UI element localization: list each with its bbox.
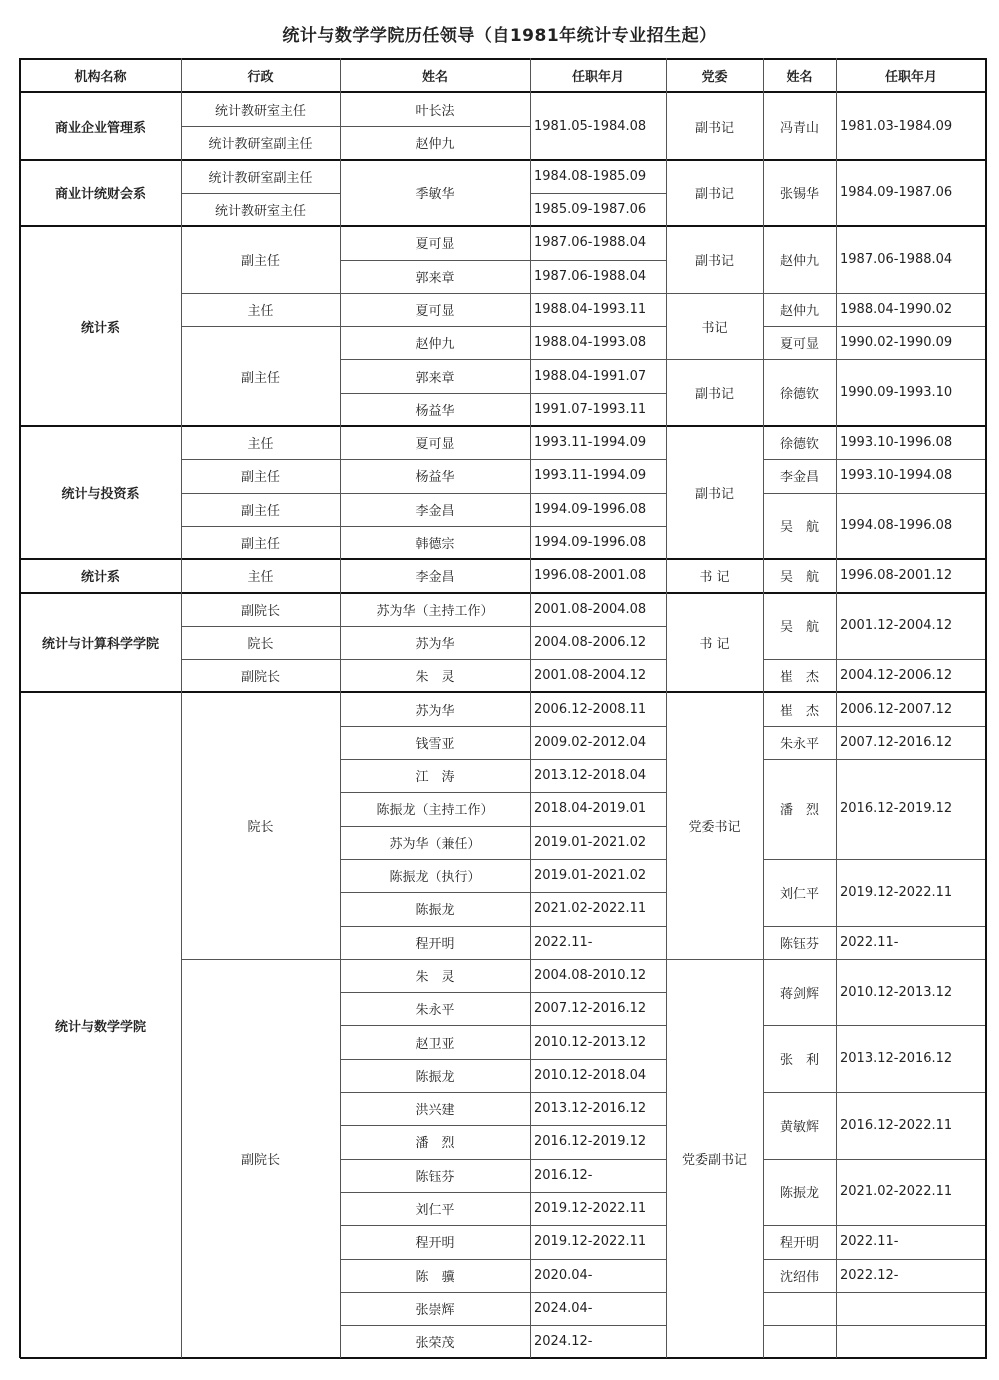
admin-role-cell: 主任: [247, 570, 274, 586]
party-role-cell: 副书记: [694, 487, 734, 503]
admin-role-cell: 副院长: [240, 1153, 280, 1169]
org-name-cell: 统计系: [80, 320, 120, 336]
party-name-cell: 张锡华: [779, 187, 819, 203]
row-divider: [763, 1092, 836, 1093]
admin-term-cell: 2001.08-2004.12: [534, 668, 647, 684]
admin-term-cell: 2004.08-2010.12: [534, 967, 647, 983]
row-divider: [340, 926, 530, 927]
admin-term-cell: 1984.08-1985.09: [534, 168, 647, 184]
party-term-cell: 2010.12-2013.12: [840, 984, 953, 1000]
admin-term-cell: 2010.12-2018.04: [534, 1067, 647, 1083]
row-divider: [763, 326, 836, 327]
party-term-cell: 1990.09-1993.10: [840, 385, 953, 401]
org-name-cell: 统计与投资系: [61, 487, 140, 503]
column-header-admin: 行政: [247, 70, 274, 85]
row-divider: [763, 1225, 836, 1226]
column-divider: [763, 58, 764, 1358]
party-term-cell: 1984.09-1987.06: [840, 185, 953, 201]
admin-role-cell: 主任: [247, 437, 274, 453]
admin-name-cell: 张荣茂: [415, 1336, 455, 1352]
admin-term-cell: 2019.12-2022.11: [534, 1201, 647, 1217]
admin-name-cell: 苏为华（主持工作）: [376, 603, 494, 619]
section-divider: [20, 159, 986, 161]
party-name-cell: 朱永平: [779, 736, 819, 752]
admin-term-cell: 2024.04-: [534, 1300, 593, 1316]
admin-role-cell: 统计教研室主任: [214, 104, 306, 120]
row-divider: [340, 659, 530, 660]
org-name-cell: 统计与计算科学学院: [41, 636, 159, 652]
party-role-cell: 书记: [701, 320, 728, 336]
admin-name-cell: 韩德宗: [415, 537, 455, 553]
section-divider: [20, 225, 986, 227]
party-role-cell: 副书记: [694, 120, 734, 136]
row-divider: [181, 626, 340, 627]
row-divider: [181, 526, 340, 527]
admin-name-cell: 陈振龙: [415, 1069, 455, 1085]
row-divider: [340, 260, 530, 261]
admin-name-cell: 夏可显: [415, 237, 455, 253]
party-term-cell: [836, 1292, 986, 1325]
row-divider: [836, 1092, 986, 1093]
row-divider: [836, 1025, 986, 1026]
party-name-cell: 徐德钦: [779, 387, 819, 403]
party-name-cell: [763, 1325, 836, 1358]
admin-name-cell: 陈振龙（执行）: [389, 870, 481, 886]
row-divider: [340, 1192, 530, 1193]
section-divider: [20, 592, 986, 594]
row-divider: [340, 126, 530, 127]
row-divider: [763, 1159, 836, 1160]
row-divider: [763, 293, 836, 294]
party-role-cell: 副书记: [694, 187, 734, 203]
admin-term-cell: 2006.12-2008.11: [534, 701, 647, 717]
row-divider: [340, 1125, 530, 1126]
header-bottom-border: [20, 91, 987, 93]
row-divider: [836, 859, 986, 860]
party-name-cell: [763, 1292, 836, 1325]
row-divider: [530, 759, 666, 760]
row-divider: [530, 792, 666, 793]
admin-term-cell: 1985.09-1987.06: [534, 202, 647, 218]
row-divider: [763, 459, 836, 460]
party-term-cell: 1988.04-1990.02: [840, 301, 953, 317]
row-divider: [340, 526, 530, 527]
party-term-cell: [836, 1325, 986, 1358]
row-divider: [340, 1259, 530, 1260]
org-name-cell: 商业企业管理系: [54, 120, 146, 136]
admin-name-cell: 陈振龙（主持工作）: [376, 803, 494, 819]
row-divider: [340, 493, 530, 494]
admin-role-cell: 副主任: [240, 253, 280, 269]
admin-name-cell: 钱雪亚: [415, 736, 455, 752]
admin-role-cell: 副主任: [240, 370, 280, 386]
row-divider: [836, 326, 986, 327]
row-divider: [530, 459, 666, 460]
table-top-border: [20, 58, 987, 60]
admin-name-cell: 赵仲九: [415, 337, 455, 353]
row-divider: [530, 1192, 666, 1193]
column-divider: [530, 58, 531, 1358]
org-name-cell: 统计与数学学院: [54, 1019, 146, 1035]
row-divider: [763, 726, 836, 727]
admin-name-cell: 张崇辉: [415, 1302, 455, 1318]
admin-role-cell: 统计教研室副主任: [208, 170, 313, 186]
row-divider: [340, 959, 530, 960]
row-divider: [763, 1325, 836, 1326]
row-divider: [836, 459, 986, 460]
row-divider: [530, 926, 666, 927]
party-name-cell: 吴 航: [779, 570, 819, 586]
admin-term-cell: 1988.04-1993.08: [534, 335, 647, 351]
party-term-cell: 2013.12-2016.12: [840, 1051, 953, 1067]
org-name-cell: 统计系: [80, 570, 120, 586]
row-divider: [836, 659, 986, 660]
row-divider: [836, 759, 986, 760]
row-divider: [530, 1292, 666, 1293]
row-divider: [181, 959, 340, 960]
row-divider: [530, 1325, 666, 1326]
row-divider: [340, 459, 530, 460]
party-name-cell: 吴 航: [779, 620, 819, 636]
column-header-org: 机构名称: [74, 70, 127, 85]
admin-name-cell: 陈振龙: [415, 903, 455, 919]
table-side-border: [19, 58, 21, 1358]
row-divider: [340, 859, 530, 860]
row-divider: [836, 726, 986, 727]
row-divider: [340, 1159, 530, 1160]
admin-term-cell: 1996.08-2001.08: [534, 568, 647, 584]
admin-name-cell: 杨益华: [415, 470, 455, 486]
admin-name-cell: 程开明: [415, 936, 455, 952]
row-divider: [340, 892, 530, 893]
row-divider: [763, 859, 836, 860]
party-term-cell: 2016.12-2019.12: [840, 801, 953, 817]
party-term-cell: 2022.11-: [840, 934, 899, 950]
table-bottom-border: [20, 1357, 987, 1359]
row-divider: [530, 959, 666, 960]
admin-name-cell: 赵仲九: [415, 137, 455, 153]
admin-name-cell: 苏为华: [415, 703, 455, 719]
column-header-term: 任职年月: [571, 70, 624, 85]
admin-term-cell: 1987.06-1988.04: [534, 235, 647, 251]
section-divider: [20, 558, 986, 560]
admin-name-cell: 朱 灵: [415, 670, 455, 686]
row-divider: [530, 826, 666, 827]
party-name-cell: 李金昌: [779, 470, 819, 486]
party-name-cell: 程开明: [779, 1236, 819, 1252]
row-divider: [530, 992, 666, 993]
admin-term-cell: 1994.09-1996.08: [534, 501, 647, 517]
row-divider: [340, 759, 530, 760]
party-name-cell: 刘仁平: [779, 886, 819, 902]
party-term-cell: 1994.08-1996.08: [840, 518, 953, 534]
row-divider: [340, 393, 530, 394]
party-name-cell: 赵仲九: [779, 303, 819, 319]
admin-term-cell: 2016.12-: [534, 1167, 593, 1183]
party-name-cell: 夏可显: [779, 337, 819, 353]
admin-term-cell: 2024.12-: [534, 1334, 593, 1350]
row-divider: [340, 626, 530, 627]
admin-role-cell: 副主任: [240, 470, 280, 486]
row-divider: [666, 293, 763, 294]
column-divider: [666, 58, 667, 1358]
admin-name-cell: 李金昌: [415, 570, 455, 586]
row-divider: [836, 959, 986, 960]
admin-term-cell: 2019.01-2021.02: [534, 834, 647, 850]
admin-name-cell: 郭来章: [415, 370, 455, 386]
party-term-cell: 1990.02-1990.09: [840, 335, 953, 351]
row-divider: [340, 359, 530, 360]
admin-name-cell: 季敏华: [415, 187, 455, 203]
row-divider: [836, 926, 986, 927]
party-name-cell: 陈钰芬: [779, 936, 819, 952]
party-term-cell: 2022.12-: [840, 1267, 899, 1283]
column-divider: [181, 58, 182, 1358]
column-divider: [340, 58, 341, 1358]
row-divider: [530, 1059, 666, 1060]
admin-name-cell: 洪兴建: [415, 1103, 455, 1119]
party-term-cell: 2004.12-2006.12: [840, 668, 953, 684]
row-divider: [181, 459, 340, 460]
row-divider: [836, 1159, 986, 1160]
row-divider: [340, 992, 530, 993]
row-divider: [181, 326, 340, 327]
admin-role-cell: 院长: [247, 820, 274, 836]
admin-role-cell: 副主任: [240, 503, 280, 519]
admin-term-cell: 1987.06-1988.04: [534, 268, 647, 284]
row-divider: [530, 1225, 666, 1226]
party-name-cell: 崔 杰: [779, 670, 819, 686]
row-divider: [530, 493, 666, 494]
admin-name-cell: 朱 灵: [415, 969, 455, 985]
row-divider: [763, 493, 836, 494]
admin-name-cell: 杨益华: [415, 403, 455, 419]
party-name-cell: 陈振龙: [779, 1186, 819, 1202]
admin-name-cell: 程开明: [415, 1236, 455, 1252]
party-term-cell: 2001.12-2004.12: [840, 618, 953, 634]
admin-role-cell: 副院长: [240, 670, 280, 686]
party-term-cell: 2021.02-2022.11: [840, 1184, 953, 1200]
row-divider: [763, 1025, 836, 1026]
row-divider: [340, 1325, 530, 1326]
party-role-cell: 副书记: [694, 253, 734, 269]
party-name-cell: 崔 杰: [779, 703, 819, 719]
admin-term-cell: 2019.01-2021.02: [534, 868, 647, 884]
admin-name-cell: 潘 烈: [415, 1136, 455, 1152]
row-divider: [530, 1025, 666, 1026]
admin-term-cell: 2004.08-2006.12: [534, 634, 647, 650]
admin-term-cell: 2016.12-2019.12: [534, 1134, 647, 1150]
admin-term-cell: 2019.12-2022.11: [534, 1234, 647, 1250]
party-role-cell: 书 记: [699, 636, 730, 652]
column-divider: [836, 58, 837, 1358]
row-divider: [763, 926, 836, 927]
admin-name-cell: 赵卫亚: [415, 1036, 455, 1052]
party-term-cell: 1993.10-1994.08: [840, 468, 953, 484]
row-divider: [340, 293, 530, 294]
row-divider: [836, 493, 986, 494]
admin-term-cell: 2021.02-2022.11: [534, 901, 647, 917]
column-header-party_name: 姓名: [786, 70, 813, 85]
party-name-cell: 冯青山: [779, 120, 819, 136]
admin-name-cell: 陈 骥: [415, 1269, 455, 1285]
org-name-cell: 商业计统财会系: [54, 187, 146, 203]
admin-role-cell: 主任: [247, 303, 274, 319]
row-divider: [340, 1225, 530, 1226]
admin-name-cell: 李金昌: [415, 503, 455, 519]
column-header-party_term: 任职年月: [884, 70, 937, 85]
admin-role-cell: 副主任: [240, 537, 280, 553]
admin-name-cell: 江 涛: [415, 770, 455, 786]
party-role-cell: 书 记: [699, 570, 730, 586]
admin-term-cell: 2018.04-2019.01: [534, 801, 647, 817]
admin-name-cell: 苏为华: [415, 636, 455, 652]
admin-name-cell: 夏可显: [415, 303, 455, 319]
admin-term-cell: 2010.12-2013.12: [534, 1034, 647, 1050]
party-name-cell: 张 利: [779, 1053, 819, 1069]
row-divider: [666, 359, 763, 360]
row-divider: [836, 1225, 986, 1226]
party-term-cell: 2016.12-2022.11: [840, 1117, 953, 1133]
admin-term-cell: 2007.12-2016.12: [534, 1001, 647, 1017]
admin-name-cell: 叶长法: [415, 104, 455, 120]
admin-term-cell: 1988.04-1991.07: [534, 368, 647, 384]
row-divider: [530, 393, 666, 394]
row-divider: [340, 726, 530, 727]
row-divider: [530, 659, 666, 660]
row-divider: [181, 659, 340, 660]
admin-term-cell: 1994.09-1996.08: [534, 535, 647, 551]
party-term-cell: 1993.10-1996.08: [840, 435, 953, 451]
page-title: 统计与数学学院历任领导（自1981年统计专业招生起）: [282, 26, 717, 46]
row-divider: [836, 1292, 986, 1293]
row-divider: [181, 293, 340, 294]
admin-name-cell: 夏可显: [415, 437, 455, 453]
admin-role-cell: 统计教研室副主任: [208, 137, 313, 153]
row-divider: [763, 959, 836, 960]
row-divider: [530, 326, 666, 327]
admin-term-cell: 2013.12-2016.12: [534, 1101, 647, 1117]
admin-term-cell: 2009.02-2012.04: [534, 734, 647, 750]
row-divider: [836, 293, 986, 294]
admin-term-cell: 1991.07-1993.11: [534, 401, 647, 417]
admin-role-cell: 院长: [247, 636, 274, 652]
row-divider: [181, 493, 340, 494]
row-divider: [530, 1092, 666, 1093]
party-name-cell: 潘 烈: [779, 803, 819, 819]
party-term-cell: 2007.12-2016.12: [840, 734, 953, 750]
party-term-cell: 2022.11-: [840, 1234, 899, 1250]
row-divider: [340, 792, 530, 793]
row-divider: [530, 1159, 666, 1160]
admin-name-cell: 朱永平: [415, 1003, 455, 1019]
party-name-cell: 徐德钦: [779, 437, 819, 453]
party-term-cell: 1996.08-2001.12: [840, 568, 953, 584]
row-divider: [763, 1259, 836, 1260]
admin-term-cell: 2022.11-: [534, 934, 593, 950]
row-divider: [340, 1292, 530, 1293]
admin-name-cell: 陈钰芬: [415, 1169, 455, 1185]
party-name-cell: 黄敏辉: [779, 1119, 819, 1135]
row-divider: [181, 193, 340, 194]
row-divider: [763, 1292, 836, 1293]
row-divider: [530, 892, 666, 893]
admin-role-cell: 统计教研室主任: [214, 204, 306, 220]
admin-term-cell: 1993.11-1994.09: [534, 435, 647, 451]
row-divider: [340, 1025, 530, 1026]
column-header-name: 姓名: [421, 70, 448, 85]
row-divider: [836, 359, 986, 360]
admin-term-cell: 1993.11-1994.09: [534, 468, 647, 484]
row-divider: [530, 260, 666, 261]
party-term-cell: 2006.12-2007.12: [840, 701, 953, 717]
party-role-cell: 党委副书记: [681, 1153, 747, 1169]
party-term-cell: 1987.06-1988.04: [840, 251, 953, 267]
row-divider: [530, 726, 666, 727]
admin-term-cell: 2001.08-2004.08: [534, 601, 647, 617]
party-name-cell: 蒋剑辉: [779, 986, 819, 1002]
admin-term-cell: 2020.04-: [534, 1267, 593, 1283]
party-term-cell: 2019.12-2022.11: [840, 884, 953, 900]
column-header-party: 党委: [701, 70, 728, 85]
section-divider: [20, 425, 986, 427]
row-divider: [181, 126, 340, 127]
row-divider: [763, 759, 836, 760]
party-term-cell: 1981.03-1984.09: [840, 118, 953, 134]
party-role-cell: 副书记: [694, 387, 734, 403]
admin-name-cell: 苏为华（兼任）: [389, 836, 481, 852]
row-divider: [763, 659, 836, 660]
party-role-cell: 党委书记: [688, 820, 741, 836]
row-divider: [340, 1092, 530, 1093]
row-divider: [340, 326, 530, 327]
row-divider: [836, 1325, 986, 1326]
row-divider: [666, 959, 763, 960]
row-divider: [340, 826, 530, 827]
admin-term-cell: 2013.12-2018.04: [534, 768, 647, 784]
party-name-cell: 沈绍伟: [779, 1269, 819, 1285]
admin-term-cell: 1981.05-1984.08: [534, 118, 647, 134]
row-divider: [530, 193, 666, 194]
admin-term-cell: 1988.04-1993.11: [534, 301, 647, 317]
admin-name-cell: 郭来章: [415, 270, 455, 286]
section-divider: [20, 691, 986, 693]
party-name-cell: 赵仲九: [779, 253, 819, 269]
row-divider: [530, 293, 666, 294]
row-divider: [763, 359, 836, 360]
row-divider: [530, 1259, 666, 1260]
party-name-cell: 吴 航: [779, 520, 819, 536]
row-divider: [340, 1059, 530, 1060]
row-divider: [530, 626, 666, 627]
admin-role-cell: 副院长: [240, 603, 280, 619]
row-divider: [530, 526, 666, 527]
admin-name-cell: 刘仁平: [415, 1203, 455, 1219]
row-divider: [836, 1259, 986, 1260]
row-divider: [530, 859, 666, 860]
row-divider: [530, 1125, 666, 1126]
row-divider: [530, 359, 666, 360]
table-side-border: [985, 58, 987, 1358]
